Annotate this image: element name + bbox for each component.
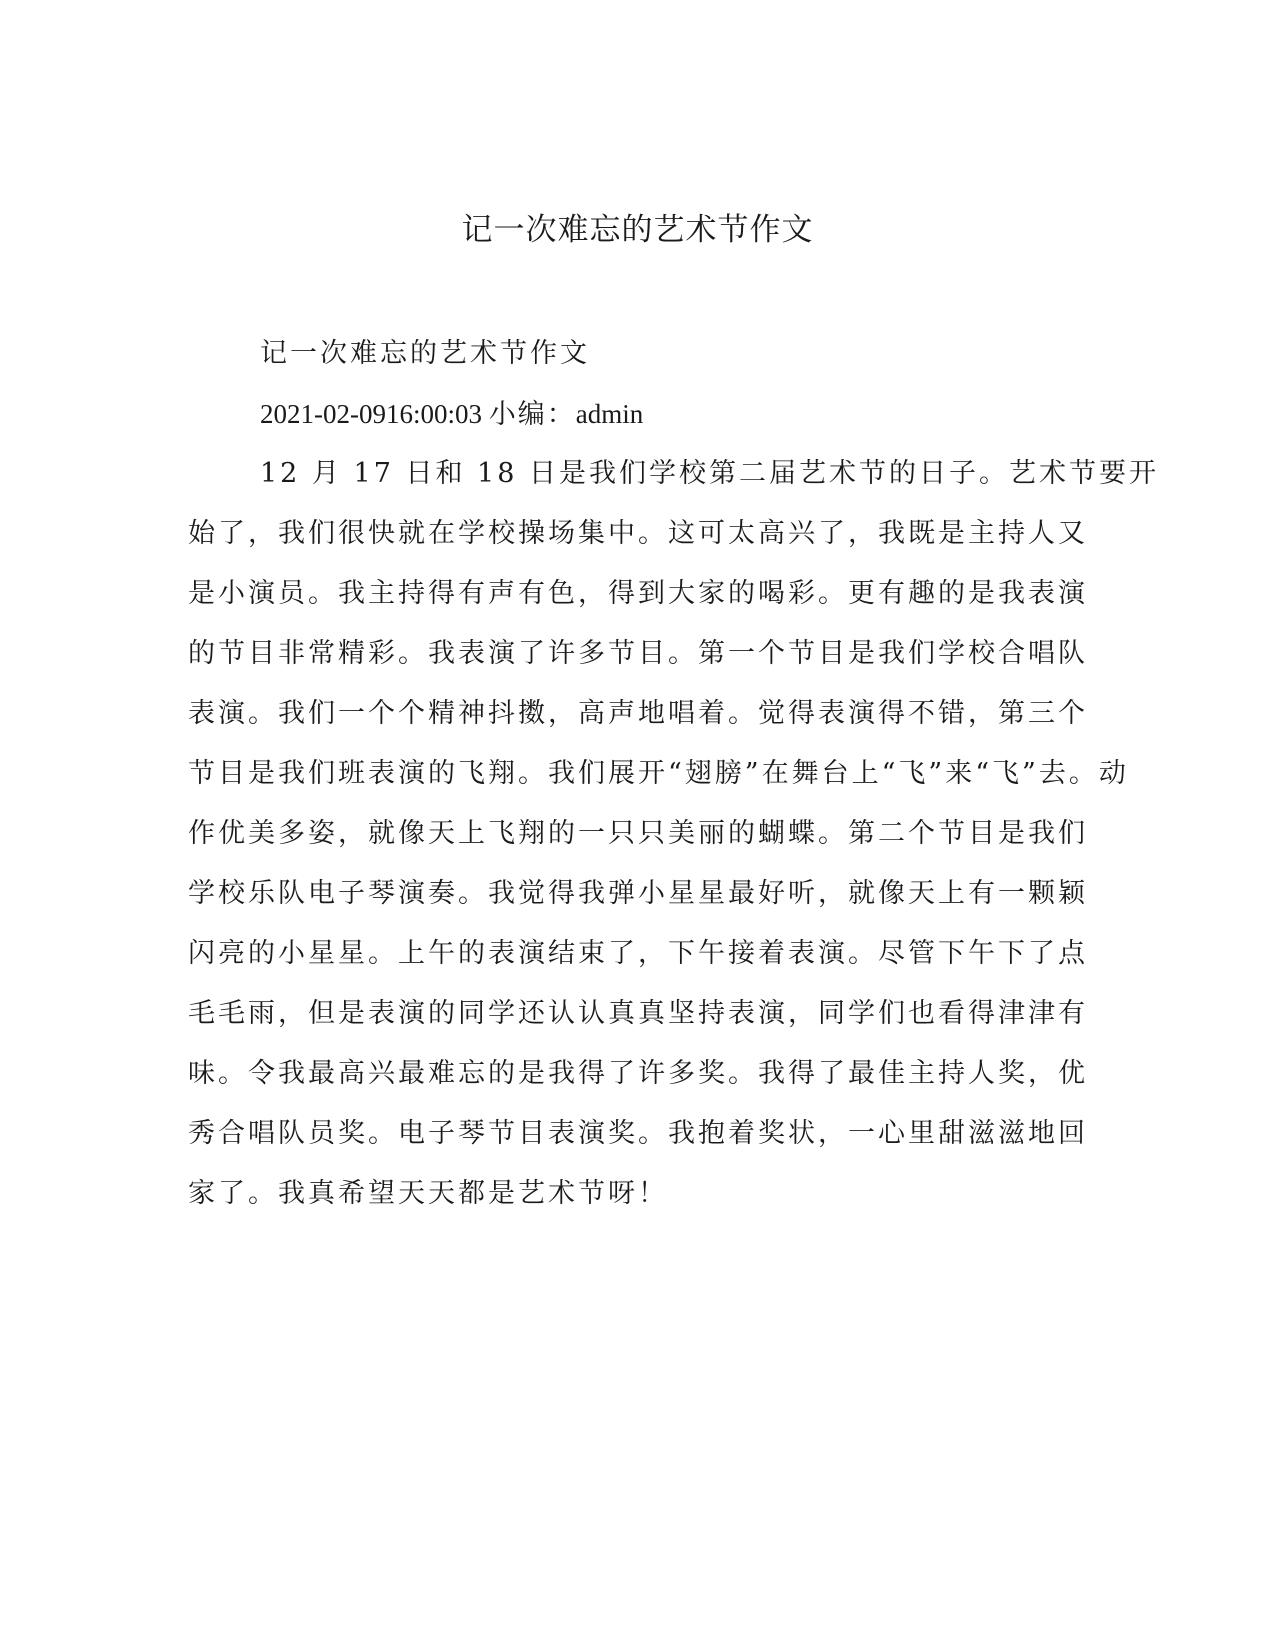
page-title: 记一次难忘的艺术节作文 <box>461 212 814 248</box>
editor-name: admin <box>575 399 644 429</box>
paragraph-line: 家了。我真希望天天都是艺术节呀！ <box>188 1178 668 1209</box>
paragraph-line: 是小演员。我主持得有声有色，得到大家的喝彩。更有趣的是我表演 <box>188 578 1088 609</box>
paragraph-line: 毛毛雨，但是表演的同学还认认真真坚持表演，同学们也看得津津有 <box>188 998 1088 1029</box>
paragraph-line: 的节目非常精彩。我表演了许多节目。第一个节目是我们学校合唱队 <box>188 638 1088 669</box>
paragraph-line: 闪亮的小星星。上午的表演结束了，下午接着表演。尽管下午下了点 <box>188 938 1088 969</box>
document-body <box>188 324 1159 1224</box>
paragraph-line: 始了，我们很快就在学校操场集中。这可太高兴了，我既是主持人又 <box>188 518 1088 549</box>
paragraph-line: 节目是我们班表演的飞翔。我们展开“翅膀”在舞台上“飞”来“飞”去。动 <box>188 758 1129 789</box>
paragraph-line: 味。令我最高兴最难忘的是我得了许多奖。我得了最佳主持人奖，优 <box>188 1058 1088 1089</box>
paragraph-line: 作优美多姿，就像天上飞翔的一只只美丽的蝴蝶。第二个节目是我们 <box>188 818 1088 849</box>
article-meta <box>188 384 1084 444</box>
paragraph-line: 表演。我们一个个精神抖擞，高声地唱着。觉得表演得不错，第三个 <box>188 698 1088 729</box>
paragraph-line: 秀合唱队员奖。电子琴节目表演奖。我抱着奖状，一心里甜滋滋地回 <box>188 1118 1088 1149</box>
paragraph-line: 学校乐队电子琴演奏。我觉得我弹小星星最好听，就像天上有一颗颖 <box>188 878 1088 909</box>
article-subtitle: 记一次难忘的艺术节作文 <box>260 338 590 369</box>
editor-label: 小编： <box>488 399 576 430</box>
paragraph-line: 12 月 17 日和 18 日是我们学校第二届艺术节的日子。艺术节要开 <box>260 458 1159 489</box>
publish-datetime: 2021-02-0916:00:03 <box>260 399 482 429</box>
